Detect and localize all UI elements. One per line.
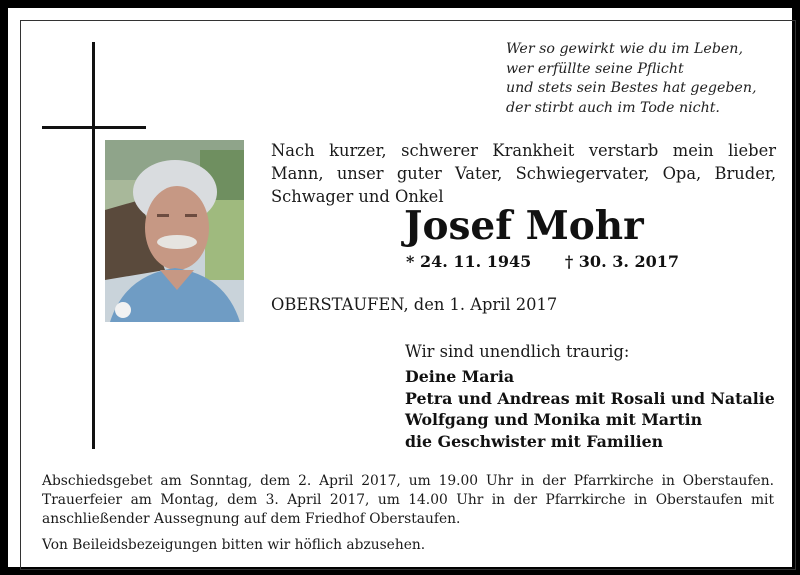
announcement-line: Mann, unser guter Vater, Schwiegervater, Opa, Bruder, [271,164,776,183]
service-line: Trauerfeier am Montag, dem 3. April 2017, um 14.00 Uhr in der Pfarrkirche in Oberstaufen mit [42,492,774,508]
announcement-text [271,139,776,208]
verse-line: der stirbt auch im Tode nicht. [506,99,720,116]
portrait-photo [105,140,244,322]
mourner-line: die Geschwister mit Familien [405,431,664,451]
death-date: † 30. 3. 2017 [564,252,680,271]
mourners-list [405,366,775,452]
deceased-name: Josef Mohr [404,203,644,249]
memorial-verse [506,40,786,118]
life-dates [406,252,679,271]
cross-icon [92,42,95,449]
birth-date: * 24. 11. 1945 [406,252,532,271]
verse-line: und stets sein Bestes hat gegeben, [506,80,757,96]
announcement-line: Schwager und Onkel [271,187,444,206]
mourner-line: Deine Maria [405,367,515,386]
announcement-line: Nach kurzer, schwerer Krankheit verstarb mein lieber [271,141,776,160]
condolence-request: Von Beileidsbezeigungen bitten wir höflich abzusehen. [42,537,426,553]
service-line: Abschiedsgebet am Sonntag, dem 2. April 2017, um 19.00 Uhr in der Pfarrkirche in Oberstaufen. [42,473,774,489]
service-details [42,472,774,555]
service-line: anschließender Aussegnung auf dem Friedhof Oberstaufen. [42,511,461,527]
mourners-intro: Wir sind unendlich traurig: [405,342,630,361]
place-and-date: OBERSTAUFEN, den 1. April 2017 [271,295,558,314]
mourner-line: Wolfgang und Monika mit Martin [405,410,703,429]
cross-icon-bar [42,126,146,129]
mourner-line: Petra und Andreas mit Rosali und Natalie [405,388,775,408]
verse-line: Wer so gewirkt wie du im Leben, [506,41,743,57]
verse-line: wer erfüllte seine Pflicht [506,60,684,77]
